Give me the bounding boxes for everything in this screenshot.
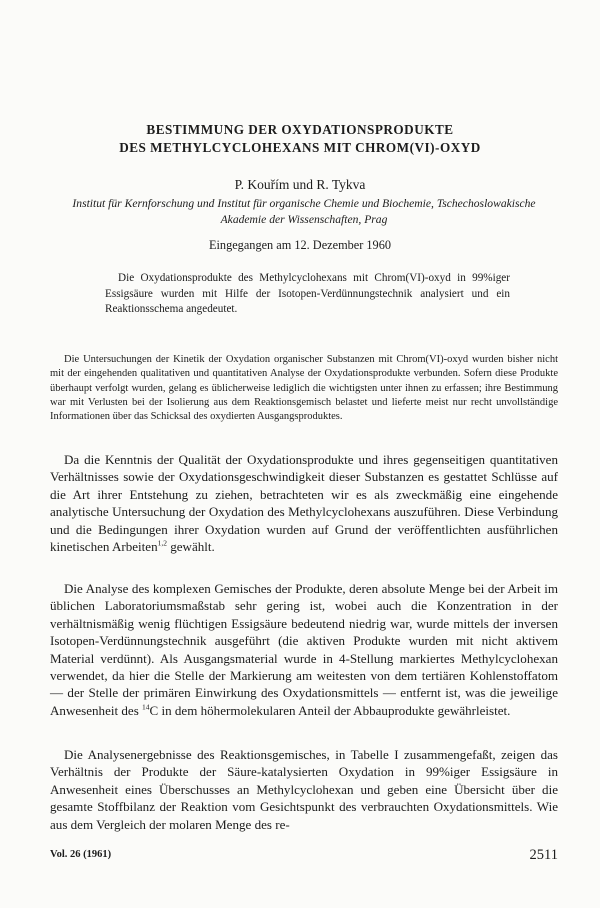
title-line-2: DES METHYLCYCLOHEXANS MIT CHROM(VI)-OXYD <box>119 140 481 155</box>
paragraph-text: Da die Kenntnis der Qualität der Oxydationsprodukte und ihres gegenseitigen quantitativen Verhältnisses sowie der Oxydationsgeschwindigkeit dieser Substanzen es gestattet Schlüsse auf die Art ihrer Entstehung zu ziehen, betrachteten wir es als zweckmäßig eine eingehende analytische Untersuchung der Oxydation des Methylcyclohexans auszuführen. Diese Verbindung und die Bedingungen ihrer Oxydation wurden auf Grund der veröffentlichten ausführlichen kinetischen Arbeiten <box>50 452 558 555</box>
paragraph-text: Die Analyse des komplexen Gemisches der Produkte, deren absolute Menge bei der Arbeit im üblichen Laboratoriumsmaßstab sehr gering ist, wobei auch die Konzentration in der verhältnismäßig wenig flüchtigen Essigsäure bedeutend niedrig war, wurde mittels der inversen Isotopen-Verdünnungstechnik ausgeführt (die aktiven Produkte wurden mit nicht aktivem Material verdünnt). Als Ausgangsmaterial wurde in 4-Stellung markiertes Methylcyclohexan verwendet, da hier die Stelle der Markierung am weitesten von dem tertiären Kohlenstoffatom — der Stelle der primären Einwirkung des Oxydationsmittels — entfernt ist, was die jeweilige Anwesenheit des <box>50 581 558 718</box>
paragraph-text: C in dem höhermolekularen Anteil der Abbauprodukte gewährleistet. <box>149 702 511 718</box>
isotope-superscript: 14 <box>142 702 150 712</box>
authors: P. Kouřím und R. Tykva <box>234 177 366 192</box>
reference-superscript: 1,2 <box>157 538 167 548</box>
body-paragraph-2 <box>50 580 558 719</box>
affiliation-line-2: Akademie der Wissenschaften, Prag <box>220 213 388 226</box>
paragraph-text: gewählt. <box>166 539 215 555</box>
page-number: 2511 <box>529 847 558 863</box>
abstract: Die Oxydationsprodukte des Methylcyclohexans mit Chrom(VI)-oxyd in 99%iger Essigsäure wurden mit Hilfe der Isotopen-Verdünnungstechnik analysiert und ein Reaktionsschema angedeutet. <box>105 272 510 315</box>
title-line-1: BESTIMMUNG DER OXYDATIONSPRODUKTE <box>146 122 454 137</box>
intro-paragraph: Die Untersuchungen der Kinetik der Oxydation organischer Substanzen mit Chrom(VI)-oxyd wurden bisher nicht mit der eingehenden qualitativen und quantitativen Analyse der Oxydationsprodukte verbunden. Sofern diese Produkte überhaupt verfolgt wurden, gelang es üblicherweise lediglich die wichtigsten unter ihnen zu erfassen; ihre Bestimmung war mit Verlusten bei der Isolierung aus dem Reaktionsgemisch belastet und lieferte meist nur recht unvollständige Informationen über das Schicksal des oxydierten Ausgangsproduktes. <box>50 354 558 423</box>
body-paragraph-3: Die Analysenergebnisse des Reaktionsgemisches, in Tabelle I zusammengefaßt, zeigen das Verhältnis der Produkte der Säure-katalysierten Oxydation in 99%iger Essigsäure in Anwesenheit eines Überschusses an Methylcyclohexan und geben eine Übersicht über die gesamte Stoffbilanz der Reaktion vom Gesichtspunkt des verbrauchten Oxydationsmittels. Wie aus dem Vergleich der molaren Menge des re- <box>50 747 558 832</box>
article-title <box>0 121 600 157</box>
volume-label: Vol. 26 (1961) <box>50 849 112 860</box>
affiliation-line-1: Institut für Kernforschung und Institut für organische Chemie und Biochemie, Tschechoslowakische <box>72 197 536 210</box>
received-date: Eingegangen am 12. Dezember 1960 <box>209 238 391 252</box>
body-paragraph-1 <box>50 451 558 555</box>
affiliation <box>56 196 552 228</box>
